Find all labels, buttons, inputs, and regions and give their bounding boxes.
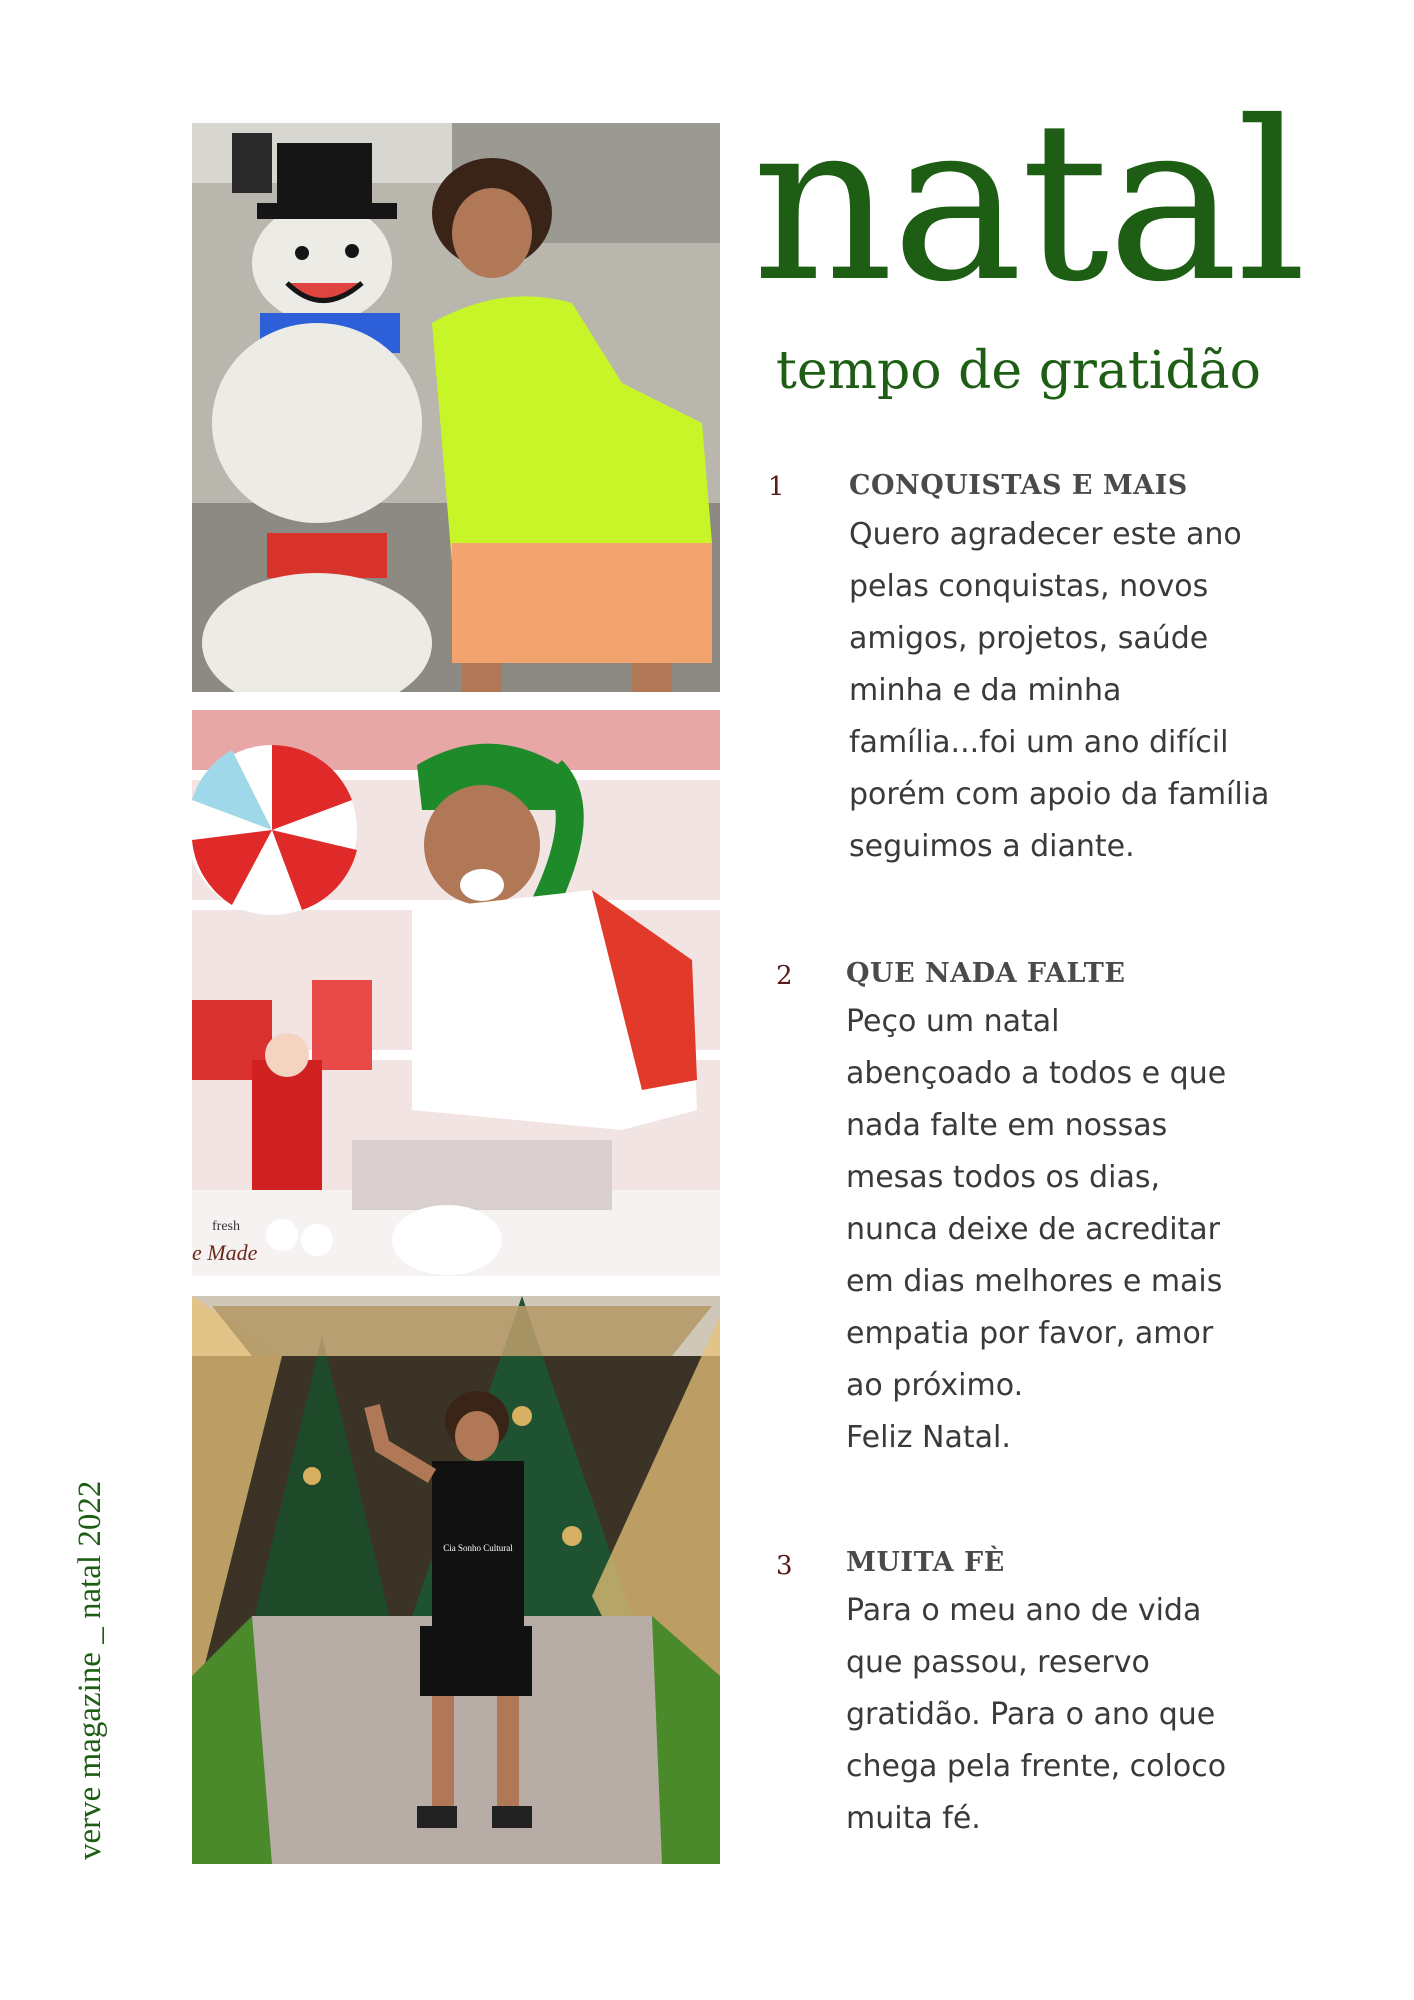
item-2-number: 2 (776, 961, 793, 991)
item-1-body: Quero agradecer este ano pelas conquistas, novos amigos, projetos, saúde minha e da minha família...foi um ano difícil porém com apoio da família seguimos a diante. (849, 517, 1270, 864)
photo-boy-in-elf-hat (192, 710, 720, 1276)
photo-boy-in-lights-tunnel (192, 1296, 720, 1864)
vertical-magazine-label: verve magazine _ natal 2022 (72, 1480, 108, 1860)
item-1-number: 1 (768, 472, 785, 502)
photo2-label-text: e Made (192, 1240, 258, 1265)
item-3-number: 3 (776, 1551, 793, 1581)
item-3-heading: MUITA FÈ (846, 1547, 1005, 1578)
page-subtitle: tempo de gratidão (776, 341, 1261, 401)
item-2-body: Peço um natal abençoado a todos e que nada falte em nossas mesas todos os dias, nunca deixe de acreditar em dias melhores e mais empatia por favor, amor ao próximo. Feliz Natal. (846, 1004, 1227, 1455)
photo2-sign-text: fresh (212, 1219, 240, 1234)
item-3-body: Para o meu ano de vida que passou, reservo gratidão. Para o ano que chega pela frente, coloco muita fé. (846, 1593, 1227, 1836)
item-2-heading: QUE NADA FALTE (846, 958, 1126, 989)
photo-boy-with-snowman (192, 123, 720, 692)
page-title: natal (752, 74, 1305, 330)
item-1-heading: CONQUISTAS E MAIS (849, 470, 1188, 501)
photo3-shirt-text: Cia Sonho Cultural (443, 1543, 513, 1553)
